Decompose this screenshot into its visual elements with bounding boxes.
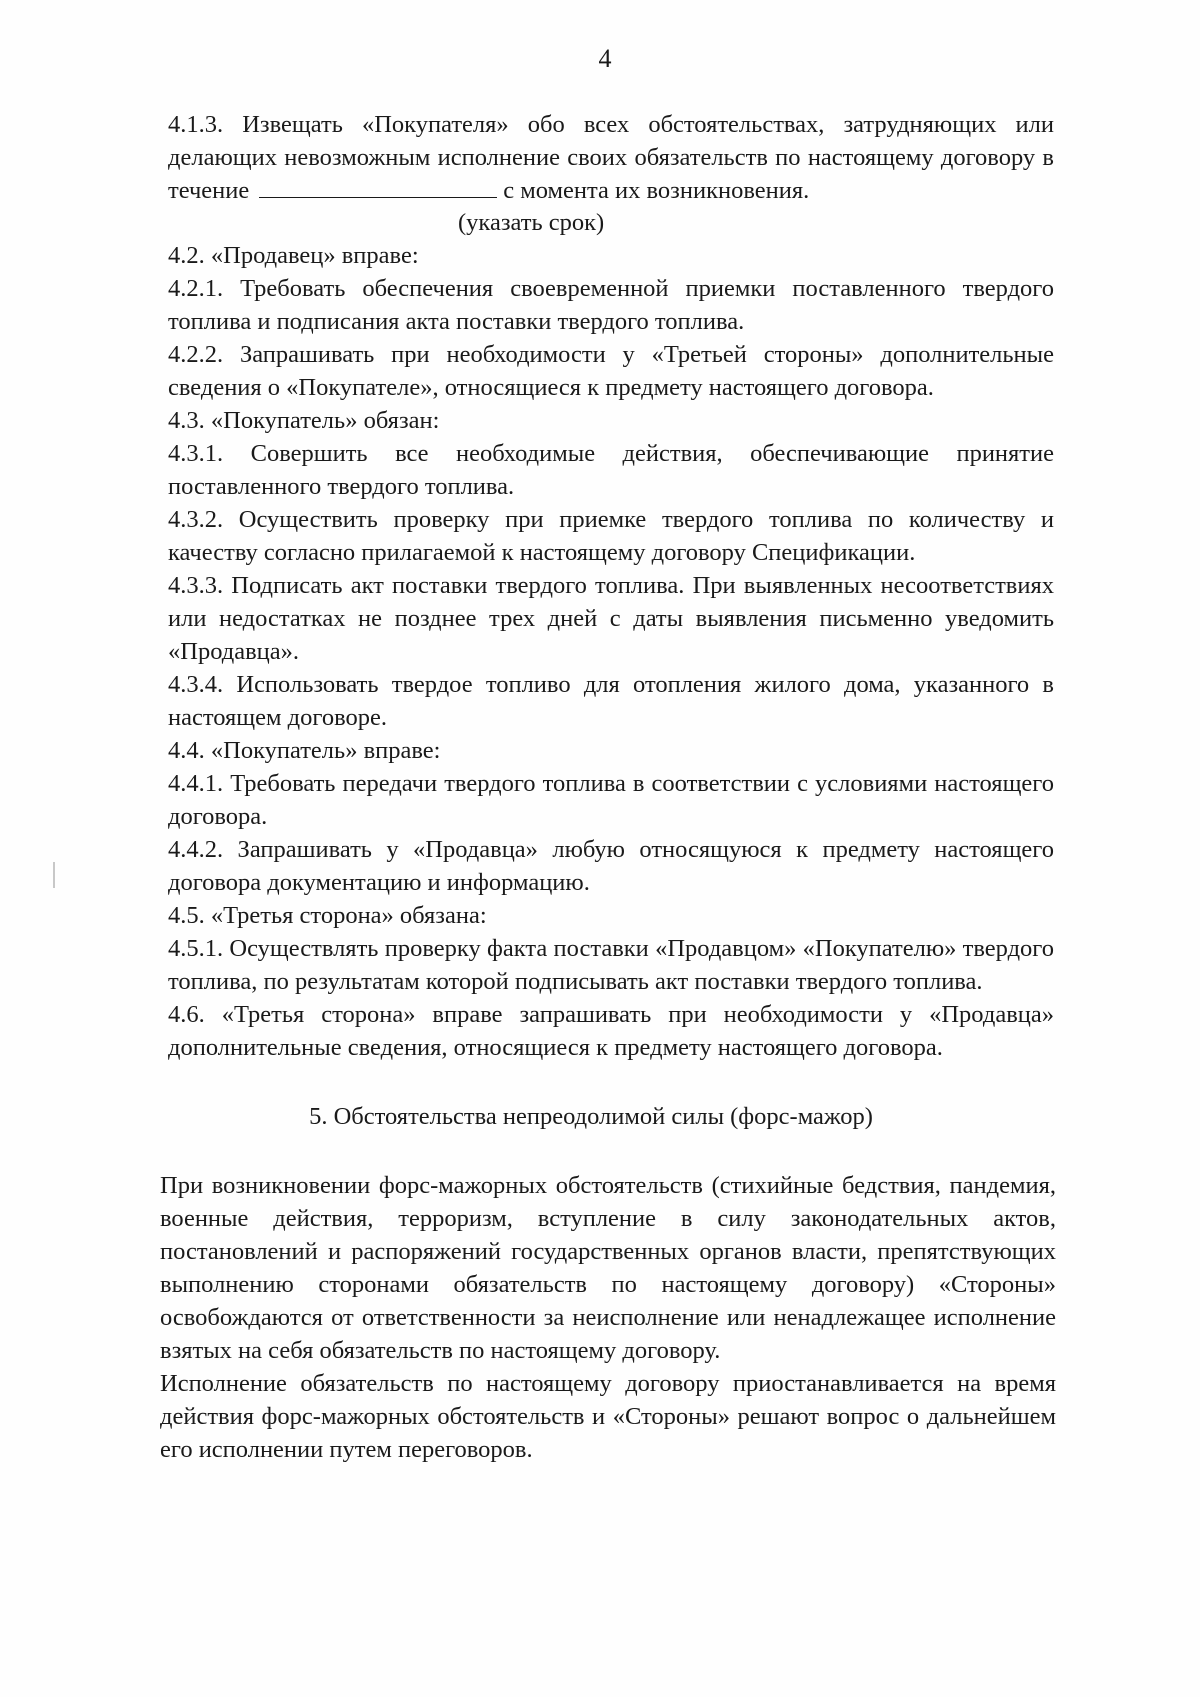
clause-4-5-1: 4.5.1. Осуществлять проверку факта поставки «Продавцом» «Покупателю» твердого топлива, по результатам которой подписывать акт поставки твердого топлива. bbox=[168, 935, 1054, 995]
section-5-body bbox=[160, 1169, 1056, 1466]
clause-4-4-2: 4.4.2. Запрашивать у «Продавца» любую относящуюся к предмету настоящего договора документацию и информацию. bbox=[168, 836, 1054, 896]
clause-4-3-4: 4.3.4. Использовать твердое топливо для отопления жилого дома, указанного в настоящем договоре. bbox=[168, 671, 1054, 731]
term-blank-line bbox=[259, 175, 497, 198]
clause-4-2-1: 4.2.1. Требовать обеспечения своевременной приемки поставленного твердого топлива и подписания акта поставки твердого топлива. bbox=[168, 275, 1054, 335]
clause-4-3-3: 4.3.3. Подписать акт поставки твердого топлива. При выявленных несоответствиях или недостатках не позднее трех дней с даты выявления письменно уведомить «Продавца». bbox=[168, 572, 1054, 665]
clause-4-6: 4.6. «Третья сторона» вправе запрашивать при необходимости у «Продавца» дополнительные сведения, относящиеся к предмету настоящего договора. bbox=[168, 1001, 1054, 1061]
clause-4-1-3-text: 4.1.3. Извещать «Покупателя» обо всех обстоятельствах, затрудняющих или делающих невозможным исполнение своих обязательств по настоящему договору в течение bbox=[168, 111, 1054, 204]
clause-4-4-1: 4.4.1. Требовать передачи твердого топлива в соответствии с условиями настоящего договора. bbox=[168, 770, 1054, 830]
clause-4-3: 4.3. «Покупатель» обязан: bbox=[168, 407, 440, 434]
term-hint: (указать срок) bbox=[458, 209, 605, 236]
clause-4-4: 4.4. «Покупатель» вправе: bbox=[168, 737, 441, 764]
clause-4-2-2: 4.2.2. Запрашивать при необходимости у «Третьей стороны» дополнительные сведения о «Покупателе», относящиеся к предмету настоящего договора. bbox=[168, 341, 1054, 401]
page-number: 4 bbox=[598, 44, 612, 73]
section-5-paragraph-2: Исполнение обязательств по настоящему договору приостанавливается на время действия форс-мажорных обстоятельств и «Стороны» решают вопрос о дальнейшем его исполнении путем переговоров. bbox=[160, 1370, 1056, 1463]
clause-4-1-3-tail: с момента их возникновения. bbox=[503, 177, 810, 204]
section-5-title: 5. Обстоятельства непреодолимой силы (форс-мажор) bbox=[309, 1103, 873, 1130]
section-5-paragraph-1: При возникновении форс-мажорных обстоятельств (стихийные бедствия, пандемия, военные действия, терроризм, вступление в силу законодательных актов, постановлений и распоряжений государственных органов власти, препятствующих выполнению сторонами обязательств по настоящему договору) «Стороны» освобождаются от ответственности за неисполнение или ненадлежащее исполнение взятых на себя обязательств по настоящему договору. bbox=[160, 1172, 1056, 1364]
clause-4-3-1: 4.3.1. Совершить все необходимые действия, обеспечивающие принятие поставленного твердого топлива. bbox=[168, 440, 1054, 500]
clause-4-2: 4.2. «Продавец» вправе: bbox=[168, 242, 419, 269]
clause-4-3-2: 4.3.2. Осуществить проверку при приемке твердого топлива по количеству и качеству согласно прилагаемой к настоящему договору Спецификации. bbox=[168, 506, 1054, 566]
scan-mark bbox=[53, 862, 55, 888]
document-body bbox=[160, 108, 1056, 1466]
clause-4-1-3 bbox=[168, 108, 1054, 207]
clause-4-5: 4.5. «Третья сторона» обязана: bbox=[168, 902, 487, 929]
